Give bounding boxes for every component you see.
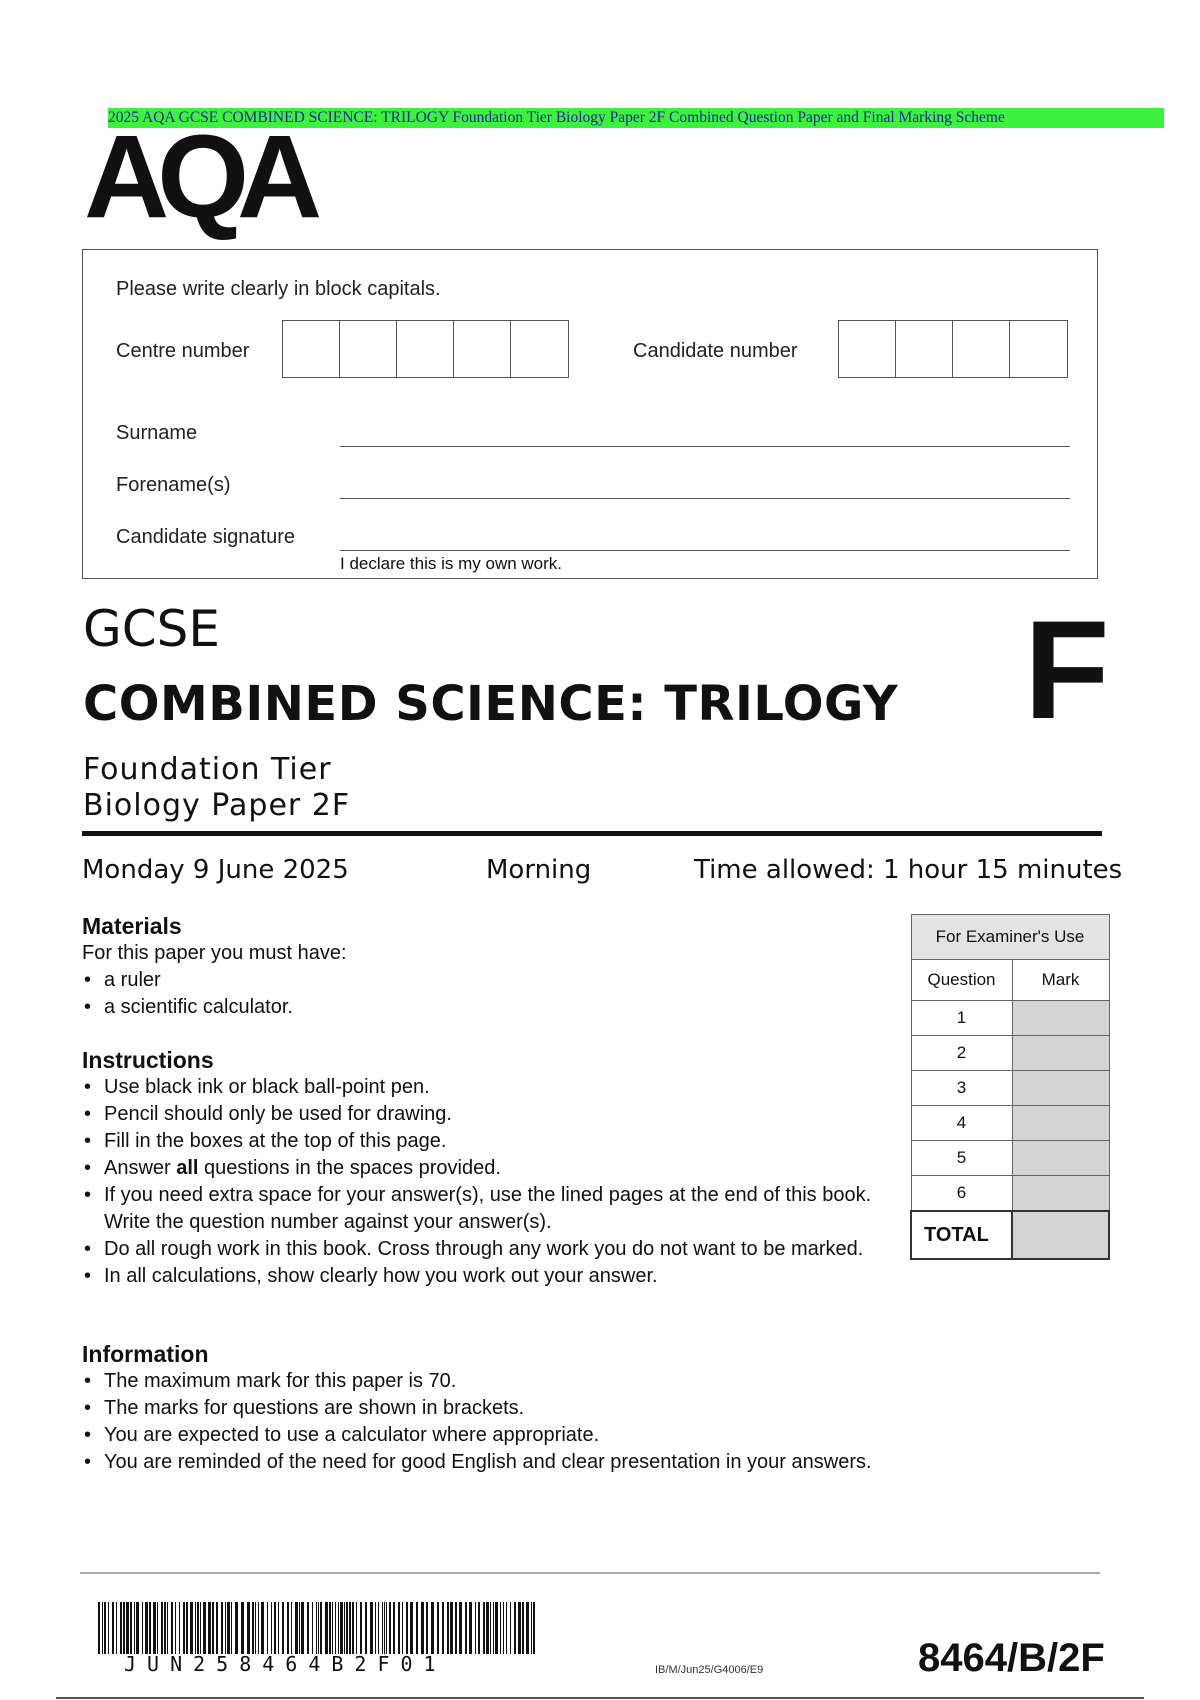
materials-item: • a scientific calculator. bbox=[82, 994, 902, 1021]
barcode-bar bbox=[291, 1602, 292, 1654]
barcode-bar bbox=[278, 1602, 279, 1654]
barcode-bar bbox=[447, 1602, 449, 1654]
information-item: • You are reminded of the need for good English and clear presentation in your answers. bbox=[82, 1449, 982, 1476]
page-bottom-rule bbox=[56, 1697, 1144, 1699]
instructions-item: • Use black ink or black ball-point pen. bbox=[82, 1074, 882, 1101]
barcode-bar bbox=[216, 1602, 218, 1654]
barcode-bar bbox=[225, 1602, 226, 1654]
barcode-bar bbox=[142, 1602, 143, 1654]
barcode-bar bbox=[478, 1602, 480, 1654]
information-section bbox=[82, 1341, 982, 1476]
barcode-bar bbox=[102, 1602, 103, 1654]
total-mark-cell bbox=[1012, 1211, 1109, 1259]
information-heading: Information bbox=[82, 1341, 209, 1367]
barcode-bar bbox=[416, 1602, 418, 1654]
materials-heading: Materials bbox=[82, 913, 182, 939]
exam-session: Morning bbox=[486, 855, 592, 885]
question-number: 2 bbox=[911, 1036, 1012, 1071]
footer-divider bbox=[80, 1572, 1100, 1574]
time-allowed: Time allowed: 1 hour 15 minutes bbox=[694, 855, 1123, 885]
barcode-bar bbox=[282, 1602, 284, 1654]
question-number: 6 bbox=[911, 1176, 1012, 1212]
centre-number-boxes[interactable] bbox=[282, 320, 569, 378]
barcode-bar bbox=[203, 1602, 206, 1654]
information-item: • The marks for questions are shown in brackets. bbox=[82, 1395, 982, 1422]
barcode-bar bbox=[503, 1602, 504, 1654]
barcode-bar bbox=[506, 1602, 507, 1654]
barcode-bar bbox=[410, 1602, 413, 1654]
barcode-bar bbox=[130, 1602, 132, 1654]
barcode-bar bbox=[360, 1602, 362, 1654]
centre-digit-box[interactable] bbox=[397, 321, 454, 377]
barcode-bar bbox=[510, 1602, 511, 1654]
question-number: 5 bbox=[911, 1141, 1012, 1176]
mark-column-header: Mark bbox=[1012, 960, 1109, 1001]
declaration-text: I declare this is my own work. bbox=[340, 554, 563, 573]
barcode-bar bbox=[483, 1602, 485, 1654]
barcode-bar bbox=[208, 1602, 211, 1654]
barcode-bar bbox=[518, 1602, 521, 1654]
barcode-bar bbox=[179, 1602, 180, 1654]
barcode-bar bbox=[344, 1602, 345, 1654]
tier-letter: F bbox=[1024, 591, 1110, 748]
barcode-bar bbox=[161, 1602, 163, 1654]
document-banner: 2025 AQA GCSE COMBINED SCIENCE: TRILOGY Foundation Tier Biology Paper 2F Combined Question Paper and Final Marking Scheme bbox=[108, 108, 1164, 128]
barcode-bar bbox=[320, 1602, 322, 1654]
instructions-item: • Fill in the boxes at the top of this page. bbox=[82, 1128, 882, 1155]
barcode-bar bbox=[437, 1602, 439, 1654]
barcode-bar bbox=[186, 1602, 188, 1654]
candidate-digit-box[interactable] bbox=[953, 321, 1010, 377]
barcode-bar bbox=[370, 1602, 373, 1654]
candidate-digit-box[interactable] bbox=[1010, 321, 1067, 377]
barcode-bar bbox=[393, 1602, 395, 1654]
barcode-bar bbox=[365, 1602, 367, 1654]
barcode-bar bbox=[490, 1602, 491, 1654]
barcode-bar bbox=[421, 1602, 424, 1654]
barcode-bar bbox=[231, 1602, 232, 1654]
barcode-bar bbox=[356, 1602, 357, 1654]
barcode-bar bbox=[486, 1602, 489, 1654]
barcode-bar bbox=[134, 1602, 135, 1654]
instructions-item: • If you need extra space for your answer(s), use the lined pages at the end of this book. Write the question number against your answer(s). bbox=[82, 1182, 882, 1236]
barcode-bar bbox=[378, 1602, 379, 1654]
document-reference: IB/M/Jun25/G4006/E9 bbox=[655, 1664, 764, 1676]
barcode-bar bbox=[299, 1602, 300, 1654]
barcode-bar bbox=[295, 1602, 298, 1654]
barcode-bar bbox=[526, 1602, 529, 1654]
candidate-details-box bbox=[82, 249, 1098, 579]
barcode-bar bbox=[426, 1602, 428, 1654]
barcode-bar bbox=[465, 1602, 467, 1654]
barcode-bar bbox=[255, 1602, 256, 1654]
centre-number-label: Centre number bbox=[116, 340, 250, 362]
candidate-number-label: Candidate number bbox=[633, 340, 798, 362]
barcode-bar bbox=[98, 1602, 100, 1654]
barcode-bar bbox=[116, 1602, 117, 1654]
barcode-bar bbox=[531, 1602, 532, 1654]
question-number: 4 bbox=[911, 1106, 1012, 1141]
mark-cell bbox=[1012, 1036, 1109, 1071]
barcode-bar bbox=[533, 1602, 535, 1654]
instructions-item: • Answer all questions in the spaces provided. bbox=[82, 1155, 882, 1182]
examiner-table-title: For Examiner's Use bbox=[911, 915, 1109, 960]
barcode-bar bbox=[164, 1602, 166, 1654]
instructions-item: • In all calculations, show clearly how you work out your answer. bbox=[82, 1263, 882, 1290]
barcode-bar bbox=[389, 1602, 391, 1654]
mark-cell bbox=[1012, 1071, 1109, 1106]
centre-digit-box[interactable] bbox=[454, 321, 511, 377]
barcode-bar bbox=[346, 1602, 348, 1654]
centre-digit-box[interactable] bbox=[340, 321, 397, 377]
candidate-digit-box[interactable] bbox=[839, 321, 896, 377]
barcode-bar bbox=[398, 1602, 400, 1654]
candidate-number-boxes[interactable] bbox=[838, 320, 1068, 378]
barcode-bar bbox=[261, 1602, 264, 1654]
barcode-bar bbox=[149, 1602, 151, 1654]
barcode-bar bbox=[402, 1602, 403, 1654]
materials-section bbox=[82, 913, 902, 1021]
instructions-heading: Instructions bbox=[82, 1047, 214, 1073]
barcode-bar bbox=[340, 1602, 343, 1654]
barcode-bar bbox=[335, 1602, 336, 1654]
barcode-text: JUN258464B2F01 bbox=[124, 1652, 447, 1676]
barcode-bar bbox=[123, 1602, 125, 1654]
barcode-bar bbox=[500, 1602, 501, 1654]
barcode-bar bbox=[195, 1602, 196, 1654]
signature-field[interactable] bbox=[340, 550, 1070, 551]
paper-code: 8464/B/2F bbox=[918, 1636, 1105, 1680]
barcode-bar bbox=[287, 1602, 289, 1654]
barcode-bar bbox=[325, 1602, 328, 1654]
barcode-bar bbox=[241, 1602, 244, 1654]
surname-field[interactable] bbox=[340, 446, 1070, 447]
barcode-bar bbox=[450, 1602, 453, 1654]
aqa-logo: AQA bbox=[84, 111, 311, 243]
subject-title: COMBINED SCIENCE: TRILOGY bbox=[83, 676, 899, 732]
question-column-header: Question bbox=[911, 960, 1012, 1001]
barcode-bar bbox=[274, 1602, 276, 1654]
mark-cell bbox=[1012, 1141, 1109, 1176]
barcode-bar bbox=[153, 1602, 156, 1654]
barcode-bar bbox=[406, 1602, 408, 1654]
examiner-use-table bbox=[910, 914, 1110, 1260]
barcode-bar bbox=[332, 1602, 333, 1654]
barcode-bar bbox=[167, 1602, 168, 1654]
barcode-bar bbox=[200, 1602, 201, 1654]
mark-cell bbox=[1012, 1001, 1109, 1036]
barcode-bar bbox=[495, 1602, 498, 1654]
barcode-bar bbox=[475, 1602, 476, 1654]
instructions-section bbox=[82, 1047, 882, 1290]
surname-label: Surname bbox=[116, 422, 198, 444]
instructions-item: • Do all rough work in this book. Cross through any work you do not want to be marked. bbox=[82, 1236, 882, 1263]
barcode-bar bbox=[145, 1602, 148, 1654]
centre-digit-box[interactable] bbox=[283, 321, 340, 377]
barcode-bar bbox=[384, 1602, 385, 1654]
barcode-bar bbox=[459, 1602, 462, 1654]
barcode-bar bbox=[271, 1602, 272, 1654]
barcode-bar bbox=[183, 1602, 185, 1654]
mark-cell bbox=[1012, 1106, 1109, 1141]
information-item: • The maximum mark for this paper is 70. bbox=[82, 1368, 982, 1395]
forename-label: Forename(s) bbox=[116, 474, 231, 496]
barcode-bar bbox=[493, 1602, 494, 1654]
forename-field[interactable] bbox=[340, 498, 1070, 499]
qualification-title: GCSE bbox=[83, 600, 220, 658]
materials-intro: For this paper you must have: bbox=[82, 942, 347, 964]
barcode-bar bbox=[316, 1602, 317, 1654]
emphasis-all: all bbox=[176, 1157, 199, 1179]
barcode-bar bbox=[120, 1602, 122, 1654]
barcode-bar bbox=[157, 1602, 158, 1654]
barcode-bar bbox=[352, 1602, 354, 1654]
barcode-bar bbox=[307, 1602, 309, 1654]
barcode-bar bbox=[386, 1602, 387, 1654]
exam-date: Monday 9 June 2025 bbox=[82, 855, 349, 885]
barcode-bar bbox=[349, 1602, 351, 1654]
barcode-bar bbox=[522, 1602, 524, 1654]
barcode-bar bbox=[221, 1602, 223, 1654]
barcode-bar bbox=[126, 1602, 129, 1654]
barcode-bar bbox=[227, 1602, 230, 1654]
barcode-bar bbox=[190, 1602, 193, 1654]
barcode-bar bbox=[318, 1602, 319, 1654]
barcode-bar bbox=[235, 1602, 238, 1654]
mark-cell bbox=[1012, 1176, 1109, 1212]
candidate-digit-box[interactable] bbox=[896, 321, 953, 377]
barcode-bar bbox=[247, 1602, 250, 1654]
barcode-bar bbox=[382, 1602, 383, 1654]
barcode-bar bbox=[212, 1602, 214, 1654]
barcode-bar bbox=[514, 1602, 516, 1654]
barcode-bar bbox=[301, 1602, 304, 1654]
question-number: 1 bbox=[911, 1001, 1012, 1036]
barcode-bar bbox=[104, 1602, 106, 1654]
barcode-bar bbox=[442, 1602, 444, 1654]
barcode-bar bbox=[171, 1602, 173, 1654]
barcode-bar bbox=[252, 1602, 254, 1654]
barcode-bar bbox=[258, 1602, 259, 1654]
barcode-bar bbox=[108, 1602, 109, 1654]
information-item: • You are expected to use a calculator where appropriate. bbox=[82, 1422, 982, 1449]
instructions-item: • Pencil should only be used for drawing. bbox=[82, 1101, 882, 1128]
tier-label: Foundation Tier bbox=[83, 752, 332, 787]
barcode-bar bbox=[455, 1602, 457, 1654]
signature-label: Candidate signature bbox=[116, 526, 296, 548]
barcode-bar bbox=[197, 1602, 199, 1654]
title-divider bbox=[82, 831, 1102, 836]
question-number: 3 bbox=[911, 1071, 1012, 1106]
barcode-bar bbox=[136, 1602, 139, 1654]
materials-item: • a ruler bbox=[82, 967, 902, 994]
total-label: TOTAL bbox=[911, 1211, 1012, 1259]
barcode-bar bbox=[112, 1602, 114, 1654]
barcode-bar bbox=[267, 1602, 268, 1654]
block-capitals-instruction: Please write clearly in block capitals. bbox=[116, 278, 441, 300]
barcode-bar bbox=[431, 1602, 434, 1654]
barcode-bar bbox=[312, 1602, 313, 1654]
barcode-bar bbox=[338, 1602, 339, 1654]
barcode-image bbox=[98, 1602, 536, 1654]
paper-label: Biology Paper 2F bbox=[83, 788, 351, 823]
centre-digit-box[interactable] bbox=[511, 321, 568, 377]
barcode-bar bbox=[469, 1602, 472, 1654]
barcode-bar bbox=[375, 1602, 376, 1654]
barcode-bar bbox=[329, 1602, 331, 1654]
barcode-bar bbox=[175, 1602, 176, 1654]
